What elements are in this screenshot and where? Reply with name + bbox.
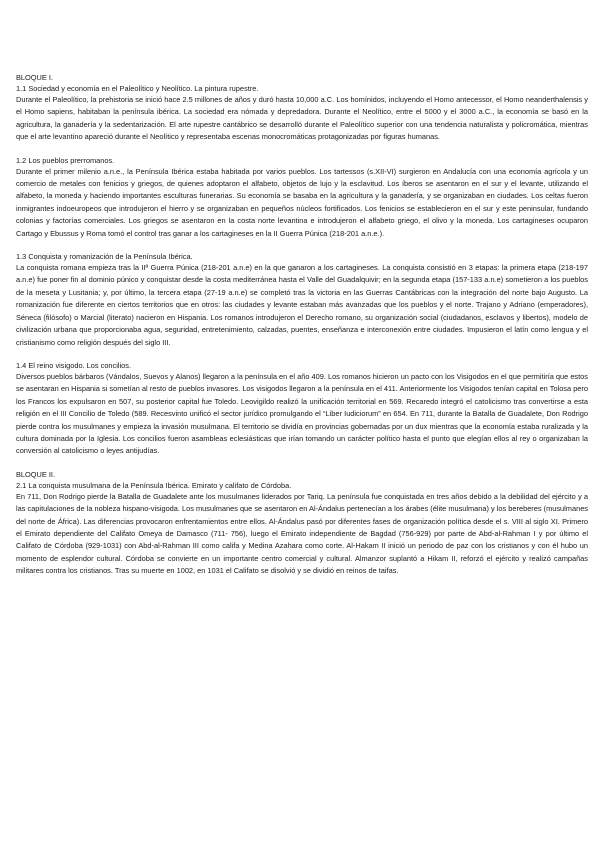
section-title: 1.3 Conquista y romanización de la Península Ibérica. xyxy=(16,252,193,262)
block-heading: BLOQUE I. xyxy=(16,73,53,82)
bloque-1 xyxy=(16,72,588,458)
document-page xyxy=(16,72,588,589)
section-2-1 xyxy=(16,480,588,578)
section-title: 1.4 El reino visigodo. Los concilios. xyxy=(16,360,132,370)
bloque-2 xyxy=(16,469,588,578)
section-body: En 711, Don Rodrigo pierde la Batalla de Guadalete ante los musulmanes liderados por Tariq. La península fue conquistada en tres años debido a la debilidad del ejército y a las capitulaciones de la nobleza hispano-visigoda. Los musulmanes que se asentaron en Al-Ándalus pertenecían a los árabes (élite musulmana) y los bereberes (musulmanes del norte de África). Las diferencias provocaron enfrentamientos entre ellos. Al-Ándalus pasó por diferentes fases de organización política desde el s. VIII al siglo XI. Primero el Emirato dependiente del Califato Omeya de Damasco (711- 756), luego el Emirato independiente de Bagdad (756-929) por parte de Abd-al-Rahman I y por último el Califato de Córdoba (929-1031) con Abd-al-Rahman III como califa y Medina Azahara como corte. Al-Hakam II inició un periodo de paz con los cristianos y con él hubo un momento de esplendor cultural. Córdoba se convierte en un importante centro comercial y cultural. Almanzor suplantó a Hikam II, reforzó el ejército y realizó campañas militares contra los cristianos. Tras su muerte en 1002, en 1031 el Califato se disolvió y se dividió en reinos de taifas. xyxy=(16,491,588,576)
section-title: 2.1 La conquista musulmana de la Península Ibérica. Emirato y califato de Córdoba. xyxy=(16,480,292,490)
block-heading: BLOQUE II. xyxy=(16,469,56,479)
section-body: Durante el Paleolítico, la prehistoria se inició hace 2.5 millones de años y duró hasta 10,000 a.C. Los homínidos, incluyendo el Homo antecessor, el Homo neanderthalensis y el Homo sapiens, habitaban la península ibérica. La sociedad era nómada y depredadora. Durante el Neolítico, entre el 5000 y el 3000 a.C., la economía se basó en la agricultura, la ganadería y la sedentarización. El arte rupestre cantábrico se desarrolló durante el Paleolítico superior con una tendencia naturalista y policromática, mientras que el arte levantino apareció durante el Neolítico y representaba escenas monocromáticas protagonizadas por figuras humanas. xyxy=(16,95,588,142)
section-title: 1.2 Los pueblos prerromanos. xyxy=(16,155,115,165)
section-1-4 xyxy=(16,360,588,458)
section-body: La conquista romana empieza tras la IIª Guerra Púnica (218-201 a.n.e) en la que ganaron a los cartagineses. La conquista consistió en 3 etapas: la primera etapa (218-197 a.n.e) fue poner fin al dominio púnico y conquistar desde la costa mediterránea hasta el Valle del Guadalquivir; en la segunda etapa (157-133 a.n.e) sometieron a los pueblos de la meseta y Lusitania; y, por último, la tercera etapa (27-19 a.n.e) se completó tras la victoria en las Guerras Cantábricas con la integración del norte bajo Augusto. La romanización fue diferente en ciertos territorios que en otros: las ciudades y levante estaban más avanzadas que los pueblos y el norte. Trajano y Adriano (emperadores), Séneca (filósofo) o Marcial (literato) nacieron en Hispania. Los romanos introdujeron el Derecho romano, su organización social (ciudadanos, esclavos y libertos), modelo de civilización urbana que proporcionaba agua, seguridad, entretenimiento, calzadas, puentes, enseñanza e interconexión entre ciudades. Impusieron el latín como lengua y el cristianismo como religión después del siglo III. xyxy=(16,263,588,347)
section-1-2 xyxy=(16,155,588,240)
section-1-3 xyxy=(16,251,588,349)
section-1-1 xyxy=(16,83,588,144)
section-body: Diversos pueblos bárbaros (Vándalos, Suevos y Alanos) llegaron a la península en el año 409. Los romanos hicieron un pacto con los Visigodos en el que permitiría que estos se asentaran en Hispania si sometían al resto de pueblos invasores. Los visigodos llegaron a la península en el 411. Anteriormente los Visigodos tenían capital en Tolosa pero los Francos los expulsaron en 507, su posterior capital fue Toledo. Leovigildo realizó la unificación territorial en 569. Recaredo integró el catolicismo tras convertirse a esta religión en el III Concilio de Toledo (589. Recesvinto unificó el sector jurídico promulgando el “Liber Iudiciorum” en 654. En 711, durante la Batalla de Guadalete, Don Rodrigo pierde contra los musulmanes y empieza la invasión musulmana. El territorio se dividía en provincias gobernadas por un dux mientras que la economía estaba ruralizada y la cultura dominada por la Iglesia. Los concilios fueron asambleas eclesiásticas que irían tomando un carácter político hasta el punto que elegían ellos al rey o organizaban la conversión al catolicismo o leyes antijudías. xyxy=(16,371,588,456)
section-title: 1.1 Sociedad y economía en el Paleolítico y Neolítico. La pintura rupestre. xyxy=(16,84,259,93)
section-body: Durante el primer milenio a.n.e., la Península Ibérica estaba habitada por varios pueblos. Los tartessos (s.XII-VI) surgieron en Andalucía con una economía agrícola y un comercio de metales con fenicios y griegos, de quienes adoptaron el alfabeto, objetos de lujo y la esclavitud. Los íberos se asentaron en el sur y el levante, utilizando el alfabeto, la moneda y haciendo importantes esculturas funerarias. Su economía se basaba en la agricultura y la ganadería, y se organizaban en ciudades. Los celtas fueron inmigrantes indoeuropeos que introdujeron el hierro y se organizaban en pequeños núcleos fortificados. Los fenicios se establecieron en el sur y este peninsular, fundando colonias y factorías comerciales. Los griegos se asentaron en la costa norte levantina e introdujeron el alfabeto griego, el olivo y la moneda. Los cartagineses ocuparon Cartago y Ebussus y Roma tomó el control tras ganar a los cartagineses en la II Guerra Púnica (218-201 a.n.e.). xyxy=(16,166,588,238)
